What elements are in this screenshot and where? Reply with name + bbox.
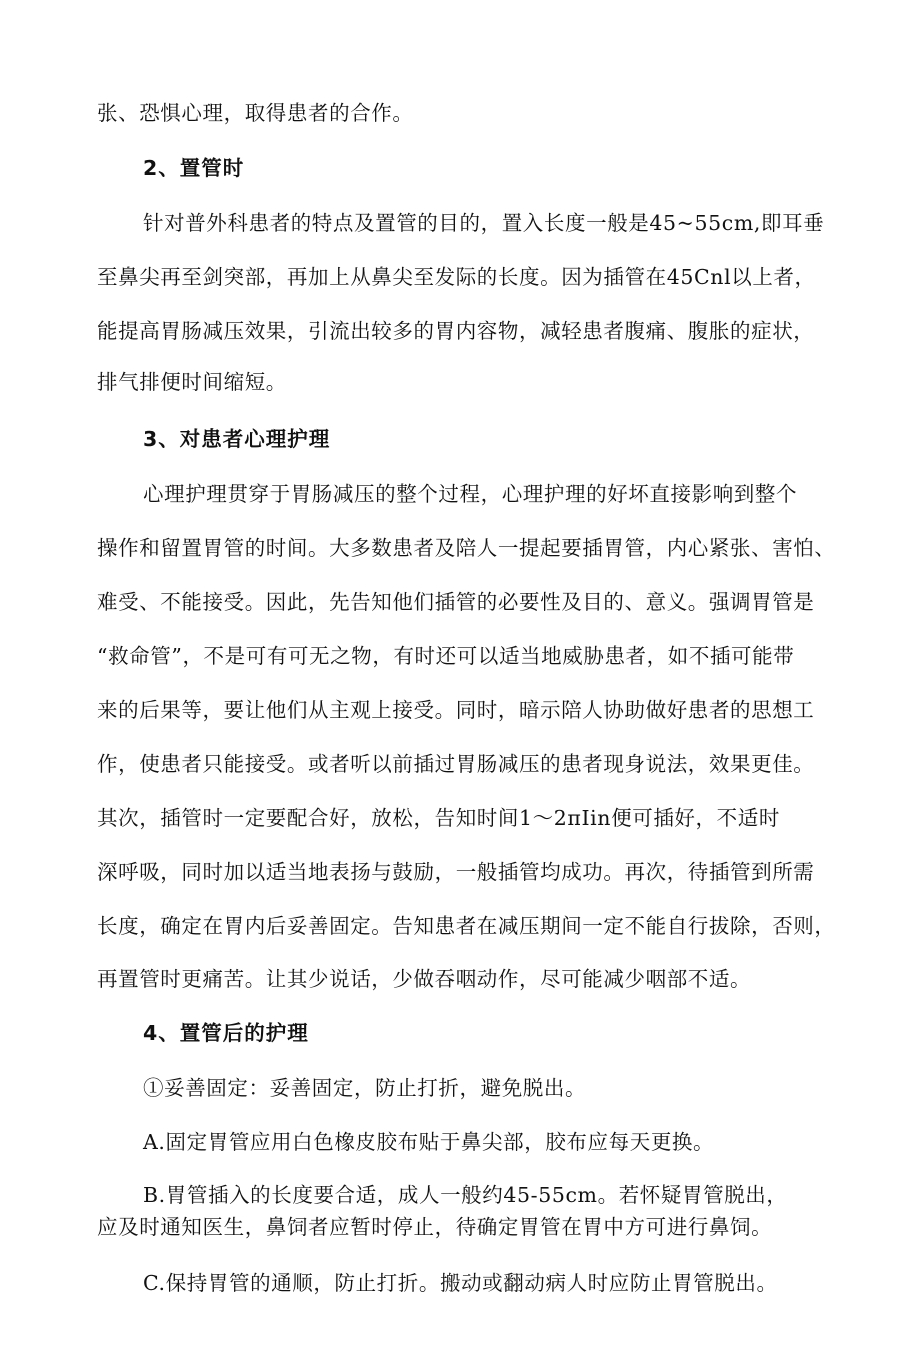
paragraph-line: “救命管”，不是可有可无之物，有时还可以适当地威胁患者，如不插可能带 [97, 644, 795, 668]
list-item: B.胃管插入的长度要合适，成人一般约45-55cm。若怀疑胃管脱出， [143, 1183, 788, 1207]
paragraph-line: 至鼻尖再至剑突部，再加上从鼻尖至发际的长度。因为插管在45Cnl以上者， [97, 265, 816, 289]
list-item: C.保持胃管的通顺，防止打折。搬动或翻动病人时应防止胃管脱出。 [143, 1271, 778, 1295]
paragraph-line: 张、恐惧心理，取得患者的合作。 [97, 101, 414, 125]
paragraph-line: 来的后果等，要让他们从主观上接受。同时，暗示陪人协助做好患者的思想工 [97, 698, 815, 722]
paragraph-line: 长度，确定在胃内后妥善固定。告知患者在减压期间一定不能自行拔除，否则， [97, 914, 836, 938]
paragraph-line: 作，使患者只能接受。或者听以前插过胃肠减压的患者现身说法，效果更佳。 [97, 752, 815, 776]
paragraph-line: 再置管时更痛苦。让其少说话，少做吞咽动作，尽可能减少咽部不适。 [97, 967, 752, 991]
section-heading: 2、置管时 [143, 156, 245, 180]
paragraph-line: 能提高胃肠减压效果，引流出较多的胃内容物，减轻患者腹痛、腹胀的症状， [97, 319, 815, 343]
paragraph-line: 操作和留置胃管的时间。大多数患者及陪人一提起要插胃管，内心紧张、害怕、 [97, 536, 836, 560]
list-item: ①妥善固定：妥善固定，防止打折，避免脱出。 [143, 1076, 587, 1100]
section-heading: 3、对患者心理护理 [143, 427, 331, 451]
paragraph-line: 深呼吸，同时加以适当地表扬与鼓励，一般插管均成功。再次，待插管到所需 [97, 860, 815, 884]
list-item: A.固定胃管应用白色橡皮胶布贴于鼻尖部，胶布应每天更换。 [143, 1130, 715, 1154]
paragraph-line: 难受、不能接受。因此，先告知他们插管的必要性及目的、意义。强调胃管是 [97, 590, 815, 614]
paragraph-line: 其次，插管时一定要配合好，放松，告知时间1～2πIin便可插好，不适时 [97, 806, 780, 830]
paragraph-line: 针对普外科患者的特点及置管的目的，置入长度一般是45~55cm,即耳垂 [143, 211, 825, 235]
paragraph-line: 心理护理贯穿于胃肠减压的整个过程，心理护理的好坏直接影响到整个 [143, 482, 798, 506]
list-item-continuation: 应及时通知医生，鼻饲者应暂时停止，待确定胃管在胃中方可进行鼻饲。 [97, 1215, 773, 1239]
paragraph-line: 排气排便时间缩短。 [97, 370, 287, 394]
section-heading: 4、置管后的护理 [143, 1021, 309, 1045]
